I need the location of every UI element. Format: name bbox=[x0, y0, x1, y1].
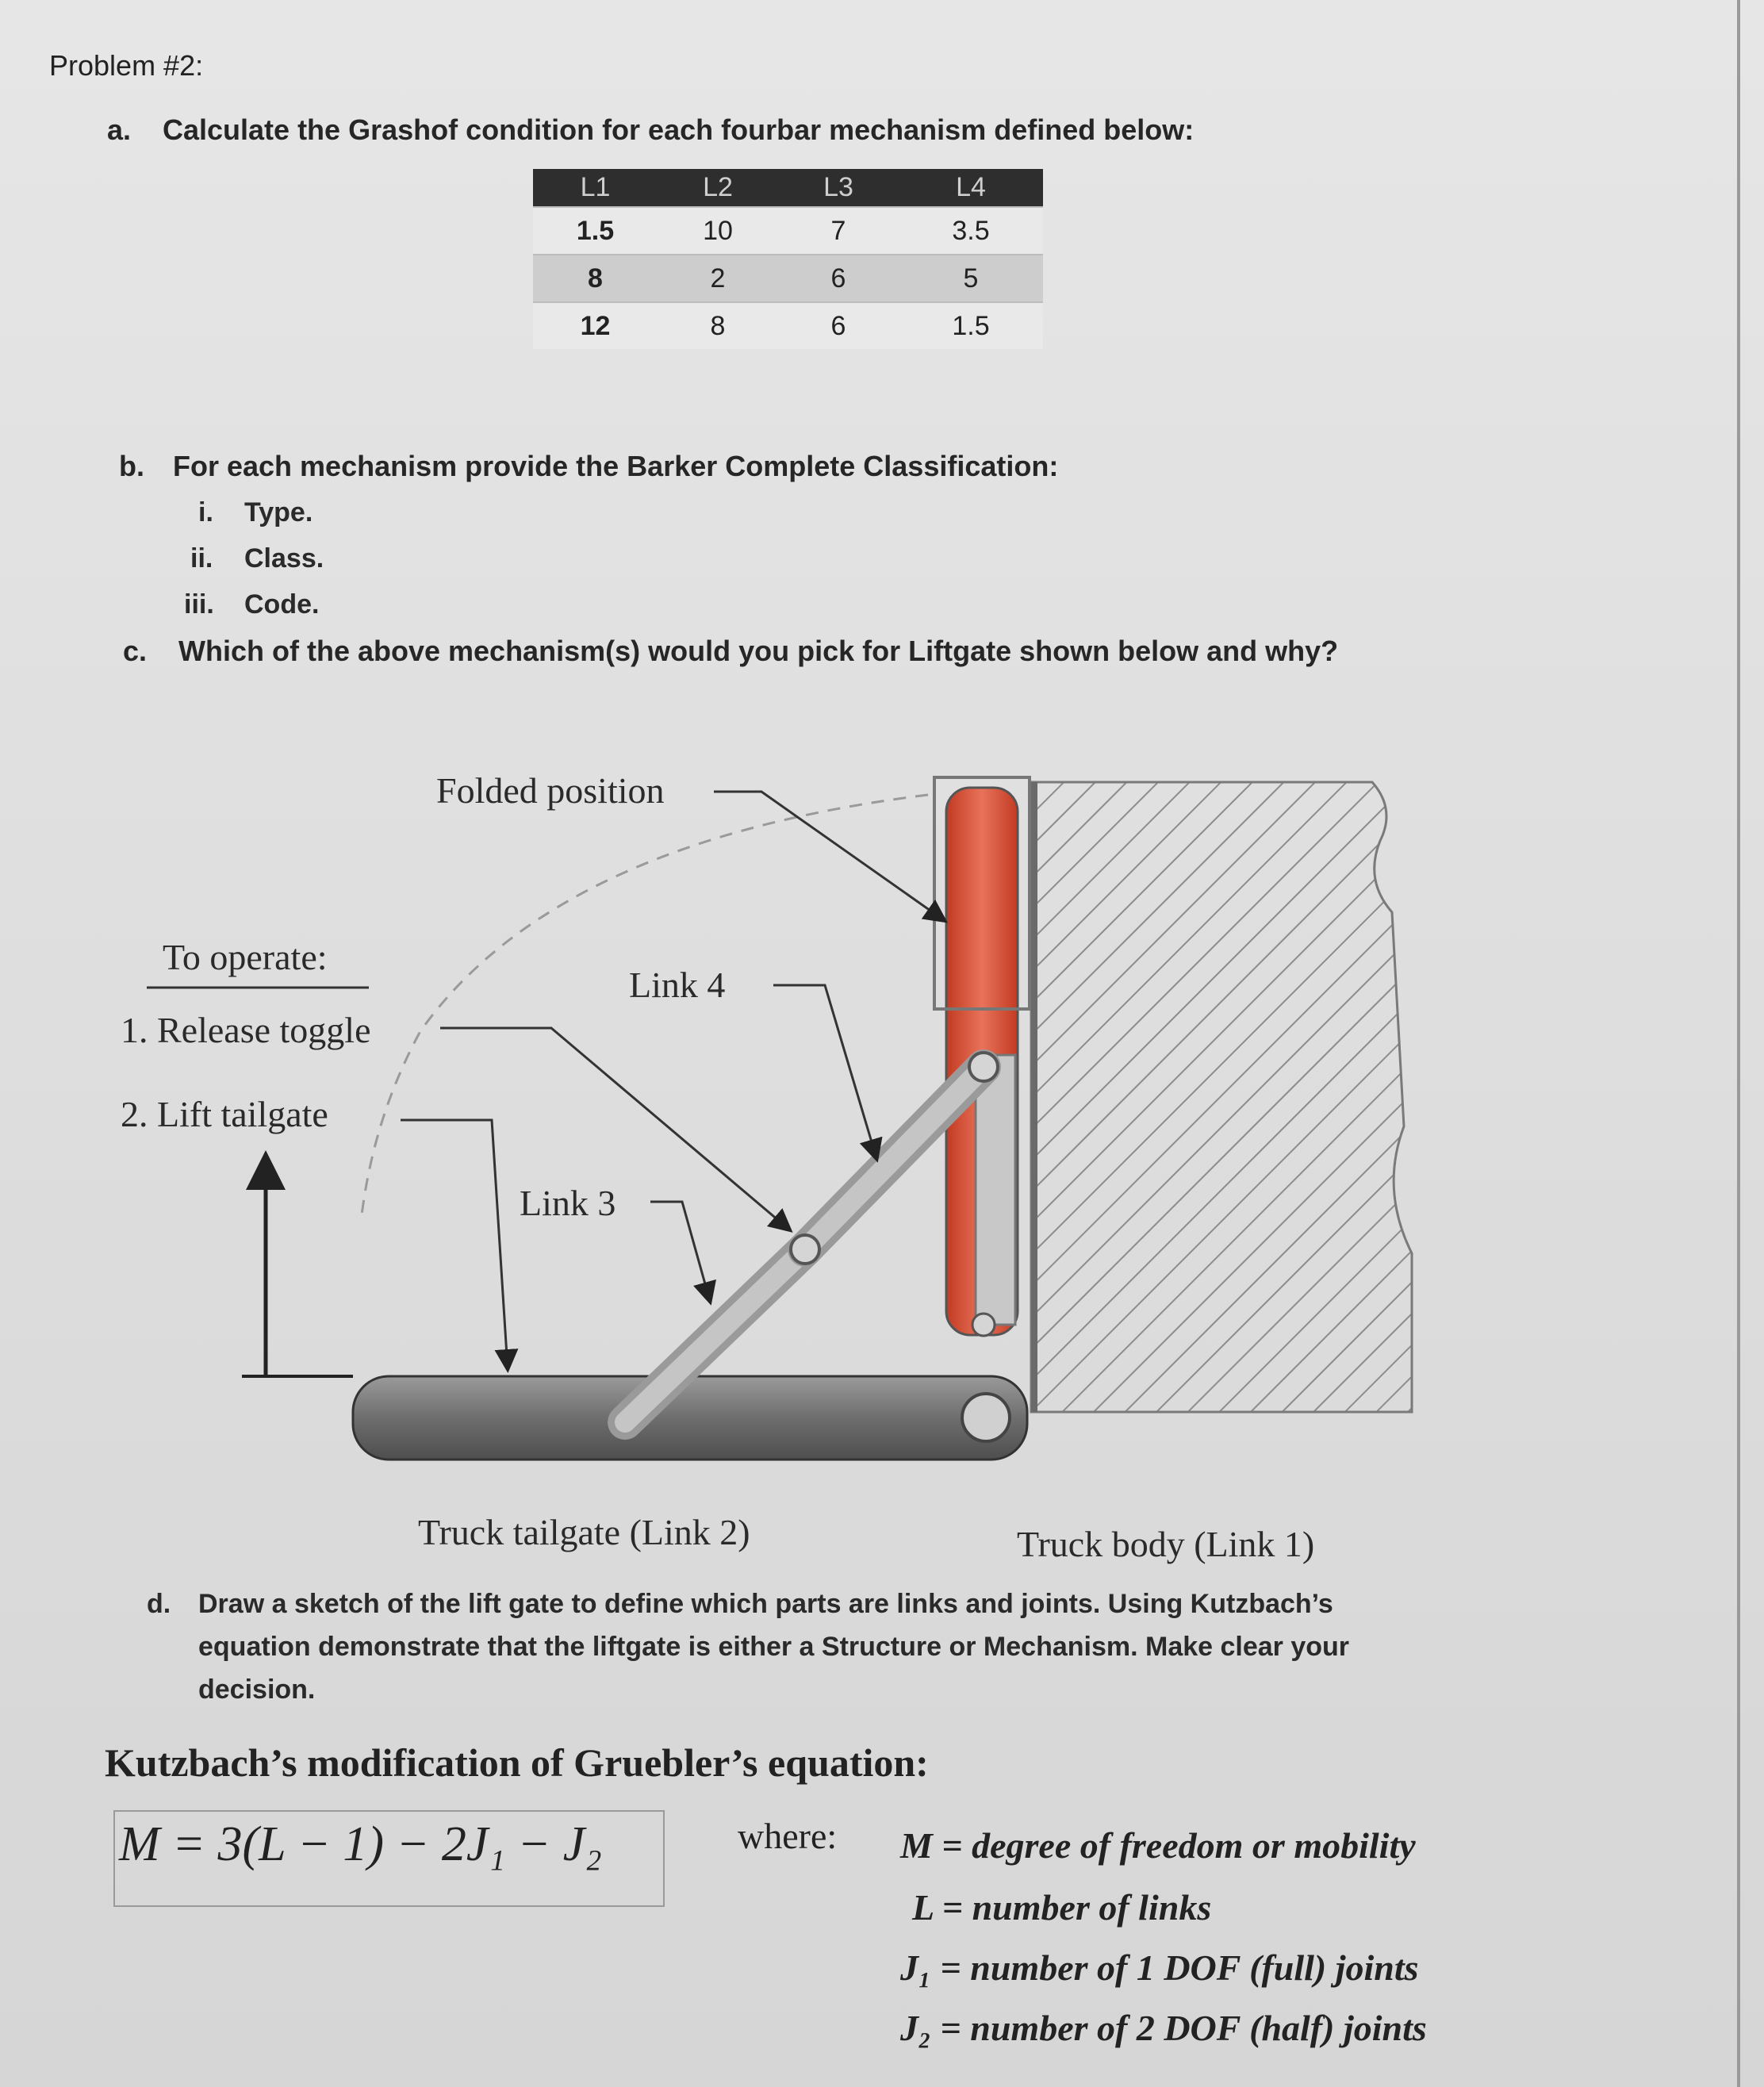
part-a-text: Calculate the Grashof condition for each fourbar mechanism defined below: bbox=[163, 113, 1195, 146]
table-header-row bbox=[533, 169, 1043, 207]
label-truck-body: Truck body (Link 1) bbox=[1017, 1524, 1315, 1564]
cell: 5 bbox=[899, 255, 1043, 302]
table-row bbox=[533, 302, 1043, 349]
item-code: Code. bbox=[244, 589, 320, 620]
leader-link3 bbox=[650, 1202, 710, 1301]
leader-link4 bbox=[773, 985, 876, 1158]
joint-body bbox=[962, 1394, 1010, 1441]
item-num: ii. bbox=[190, 543, 213, 574]
def-j1: J₁ = number of 1 DOF (full) joints bbox=[900, 1947, 1419, 1988]
problem-title: Problem #2: bbox=[49, 49, 204, 82]
item-num: i. bbox=[198, 497, 213, 528]
label-to-operate: To operate: bbox=[163, 937, 328, 977]
link3-folded bbox=[976, 1055, 1015, 1325]
joint-middle bbox=[791, 1235, 819, 1264]
cell: 3.5 bbox=[899, 207, 1043, 255]
label-link4: Link 4 bbox=[629, 965, 726, 1005]
part-c-text: Which of the above mechanism(s) would you pick for Liftgate shown below and why? bbox=[178, 635, 1339, 667]
item-type: Type. bbox=[244, 497, 313, 528]
part-b-text: For each mechanism provide the Barker Complete Classification: bbox=[173, 450, 1059, 482]
item-class: Class. bbox=[244, 543, 324, 574]
def-j2: J₂ = number of 2 DOF (half) joints bbox=[900, 2008, 1427, 2048]
def-m: M = degree of freedom or mobility bbox=[900, 1825, 1416, 1866]
header-l1: L1 bbox=[533, 169, 658, 207]
cell: 1.5 bbox=[899, 302, 1043, 349]
header-l2: L2 bbox=[658, 169, 778, 207]
where-label: where: bbox=[738, 1816, 838, 1856]
part-d-line2: equation demonstrate that the liftgate is either a Structure or Mechanism. Make clear your bbox=[198, 1632, 1350, 1662]
label-lift-tailgate: 2. Lift tailgate bbox=[121, 1094, 328, 1134]
part-c-label: c. bbox=[123, 635, 148, 667]
cell: 8 bbox=[658, 302, 778, 349]
body-edge bbox=[1031, 782, 1037, 1412]
grashof-table bbox=[533, 169, 1043, 349]
liftgate-figure bbox=[0, 746, 1764, 1555]
kutzbach-formula: M = 3(L − 1) − 2J₁ − J₂ bbox=[119, 1817, 602, 1871]
cell: 7 bbox=[778, 207, 899, 255]
table-row bbox=[533, 207, 1043, 255]
part-d-label: d. bbox=[147, 1589, 171, 1619]
header-l4: L4 bbox=[899, 169, 1043, 207]
item-num: iii. bbox=[184, 589, 214, 620]
truck-body-hatch bbox=[1031, 782, 1412, 1412]
tailgate-link2 bbox=[353, 1376, 1027, 1460]
kutzbach-heading: Kutzbach’s modification of Gruebler’s equation: bbox=[105, 1740, 929, 1785]
part-b-label: b. bbox=[119, 450, 144, 482]
header-l3: L3 bbox=[778, 169, 899, 207]
cell: 10 bbox=[658, 207, 778, 255]
part-d-line3: decision. bbox=[198, 1675, 316, 1705]
label-folded-position: Folded position bbox=[436, 770, 665, 811]
label-release-toggle: 1. Release toggle bbox=[121, 1010, 371, 1050]
cell: 12 bbox=[533, 302, 658, 349]
def-l: L = number of links bbox=[912, 1887, 1212, 1928]
cell: 1.5 bbox=[533, 207, 658, 255]
joint-lower bbox=[972, 1314, 995, 1336]
label-tailgate: Truck tailgate (Link 2) bbox=[418, 1512, 750, 1552]
part-a-label: a. bbox=[107, 113, 132, 146]
leader-lift bbox=[401, 1120, 508, 1368]
part-d-line1: Draw a sketch of the lift gate to define which parts are links and joints. Using Kutzbach’s bbox=[198, 1589, 1333, 1619]
joint-top bbox=[969, 1053, 998, 1081]
cell: 8 bbox=[533, 255, 658, 302]
cell: 6 bbox=[778, 302, 899, 349]
cell: 6 bbox=[778, 255, 899, 302]
label-link3: Link 3 bbox=[520, 1183, 616, 1223]
table-row bbox=[533, 255, 1043, 302]
folded-arc bbox=[361, 795, 928, 1222]
cell: 2 bbox=[658, 255, 778, 302]
